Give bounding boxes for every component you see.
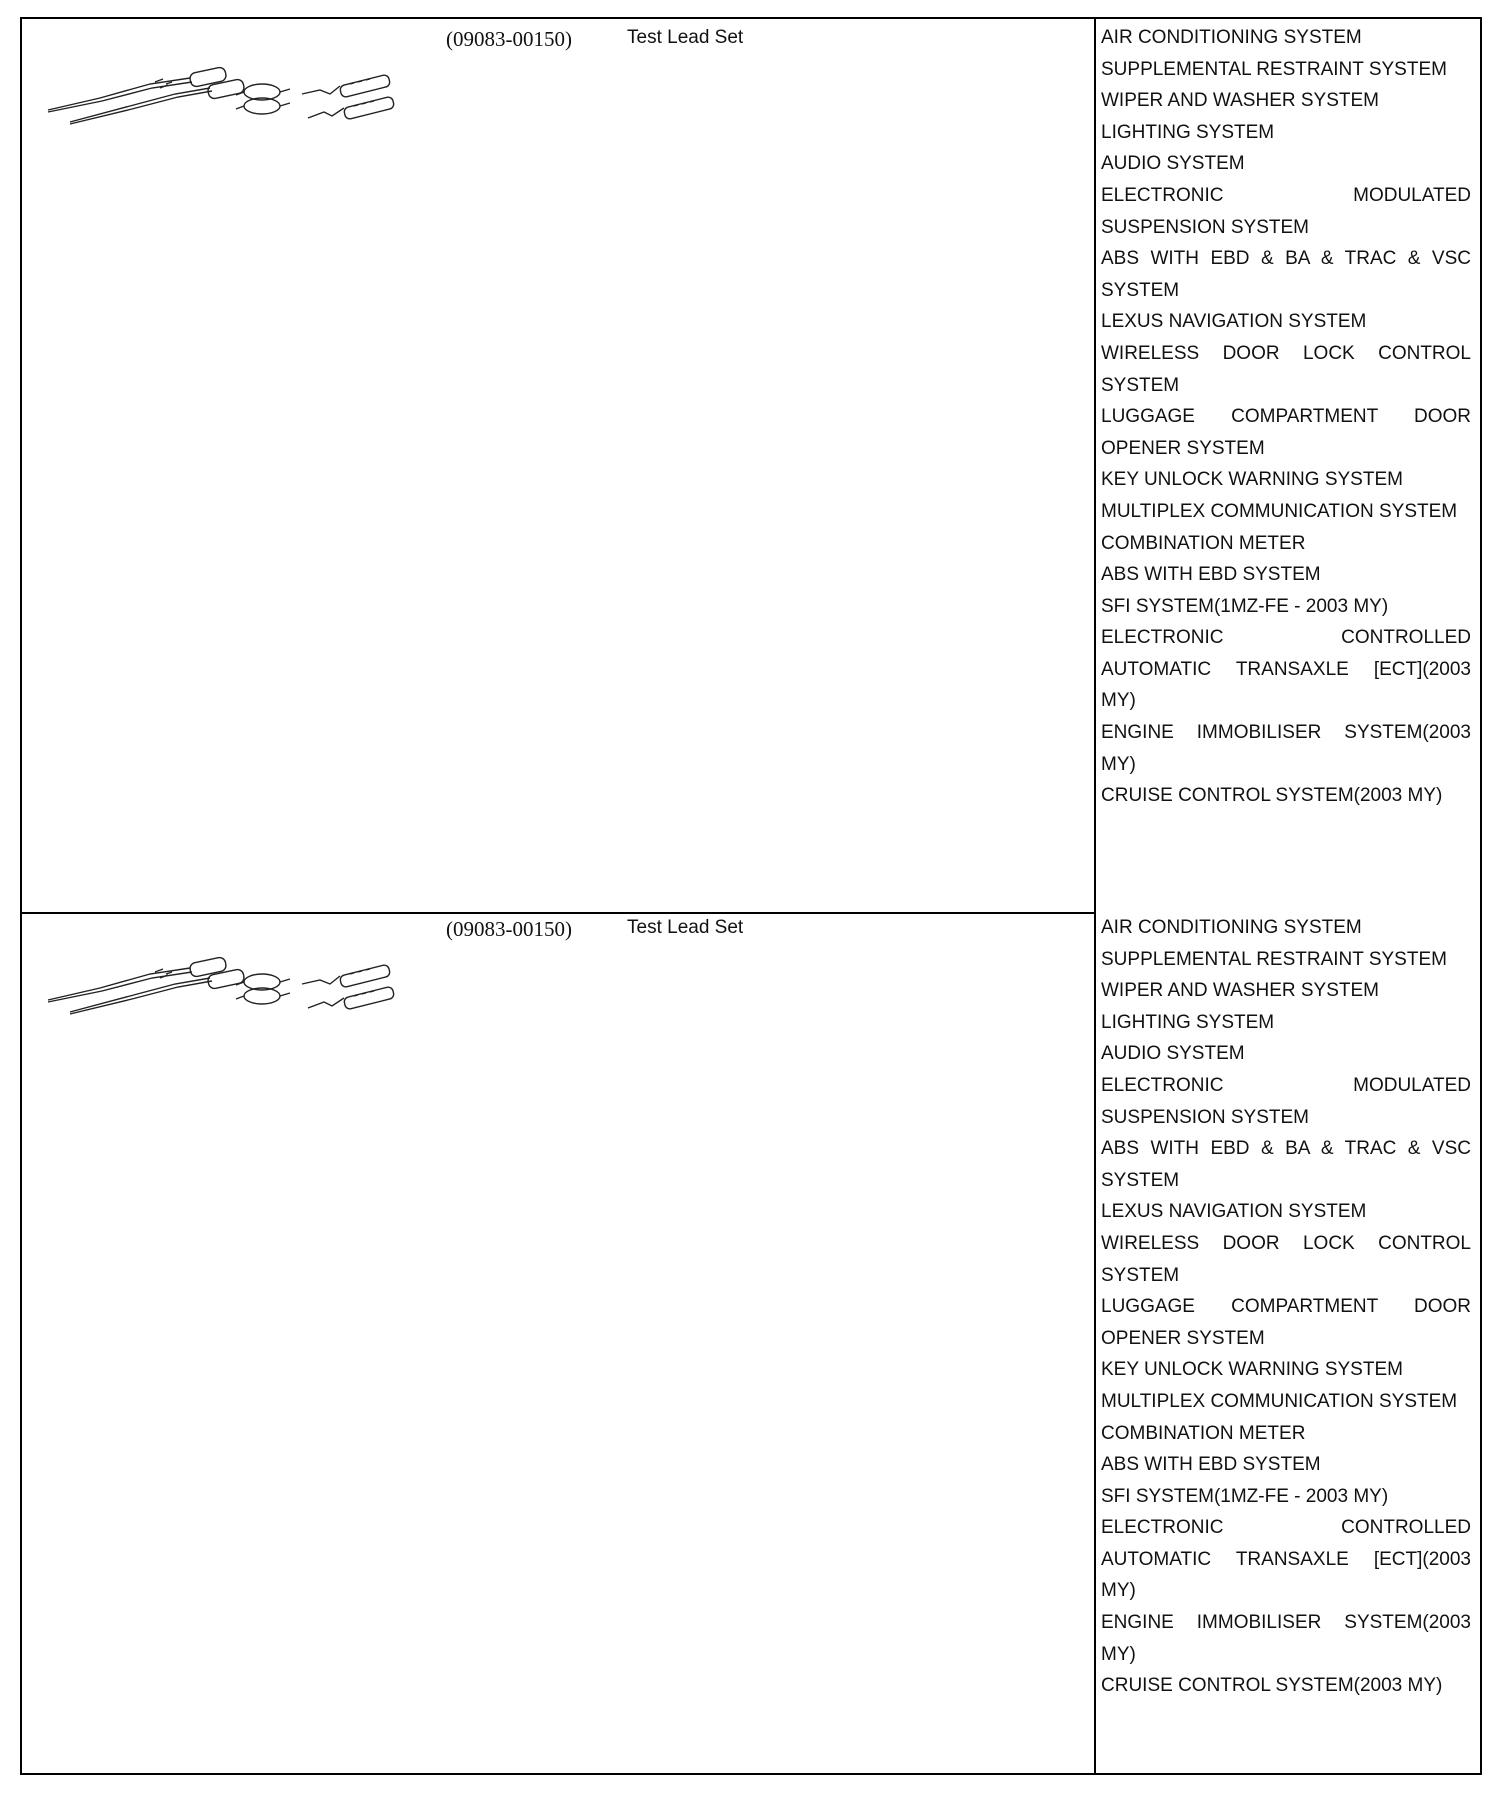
system-item: ELECTRONIC MODULATED SUSPENSION SYSTEM	[1101, 1074, 1471, 1128]
system-item: ENGINE IMMOBILISER SYSTEM(2003 MY)	[1101, 722, 1471, 775]
tool-row	[22, 27, 1094, 57]
system-item: SFI SYSTEM(1MZ-FE - 2003 MY)	[1101, 1485, 1389, 1507]
system-item: KEY UNLOCK WARNING SYSTEM	[1101, 469, 1403, 491]
system-item: WIPER AND WASHER SYSTEM	[1101, 980, 1379, 1002]
tool-name: Test Lead Set	[627, 27, 744, 48]
system-item: ABS WITH EBD SYSTEM	[1101, 1454, 1321, 1476]
system-item: KEY UNLOCK WARNING SYSTEM	[1101, 1359, 1403, 1381]
system-item: AUDIO SYSTEM	[1101, 1043, 1245, 1065]
system-item: ABS WITH EBD SYSTEM	[1101, 564, 1321, 586]
system-item: LUGGAGE COMPARTMENT DOOR OPENER SYSTEM	[1101, 1296, 1471, 1349]
system-item: ENGINE IMMOBILISER SYSTEM(2003 MY)	[1101, 1612, 1471, 1665]
system-item: MULTIPLEX COMMUNICATION SYSTEM	[1101, 1390, 1458, 1412]
column-divider	[1094, 17, 1096, 1775]
applicable-systems-list	[1101, 912, 1471, 1702]
system-item: AUDIO SYSTEM	[1101, 153, 1245, 175]
tool-row	[22, 917, 1094, 947]
system-item: ELECTRONIC CONTROLLED AUTOMATIC TRANSAXLE [ECT](2003 MY)	[1101, 627, 1471, 712]
row-divider	[22, 912, 1096, 914]
system-item: AIR CONDITIONING SYSTEM	[1101, 917, 1362, 938]
system-item: CRUISE CONTROL SYSTEM(2003 MY)	[1101, 1675, 1443, 1697]
applicable-systems-list	[1101, 22, 1471, 812]
system-item: ABS WITH EBD & BA & TRAC & VSC SYSTEM	[1101, 248, 1471, 301]
system-item: WIRELESS DOOR LOCK CONTROL SYSTEM	[1101, 342, 1471, 396]
system-item: WIRELESS DOOR LOCK CONTROL SYSTEM	[1101, 1232, 1471, 1286]
system-item: AIR CONDITIONING SYSTEM	[1101, 27, 1362, 48]
system-item: LEXUS NAVIGATION SYSTEM	[1101, 311, 1367, 333]
system-item: LIGHTING SYSTEM	[1101, 1011, 1275, 1033]
system-item: LUGGAGE COMPARTMENT DOOR OPENER SYSTEM	[1101, 406, 1471, 459]
system-item: SFI SYSTEM(1MZ-FE - 2003 MY)	[1101, 595, 1389, 617]
system-item: LIGHTING SYSTEM	[1101, 121, 1275, 143]
system-item: ELECTRONIC CONTROLLED AUTOMATIC TRANSAXLE [ECT](2003 MY)	[1101, 1517, 1471, 1602]
system-item: SUPPLEMENTAL RESTRAINT SYSTEM	[1101, 948, 1447, 970]
system-item: WIPER AND WASHER SYSTEM	[1101, 90, 1379, 112]
system-item: MULTIPLEX COMMUNICATION SYSTEM	[1101, 500, 1458, 522]
part-number: (09083-00150)	[446, 917, 572, 941]
system-item: ELECTRONIC MODULATED SUSPENSION SYSTEM	[1101, 184, 1471, 238]
system-item: CRUISE CONTROL SYSTEM(2003 MY)	[1101, 785, 1443, 807]
part-number: (09083-00150)	[446, 27, 572, 51]
system-item: COMBINATION METER	[1101, 1422, 1306, 1444]
system-item: SUPPLEMENTAL RESTRAINT SYSTEM	[1101, 58, 1447, 80]
tool-name: Test Lead Set	[627, 917, 744, 938]
system-item: COMBINATION METER	[1101, 532, 1306, 554]
system-item: LEXUS NAVIGATION SYSTEM	[1101, 1201, 1367, 1223]
system-item: ABS WITH EBD & BA & TRAC & VSC SYSTEM	[1101, 1138, 1471, 1191]
